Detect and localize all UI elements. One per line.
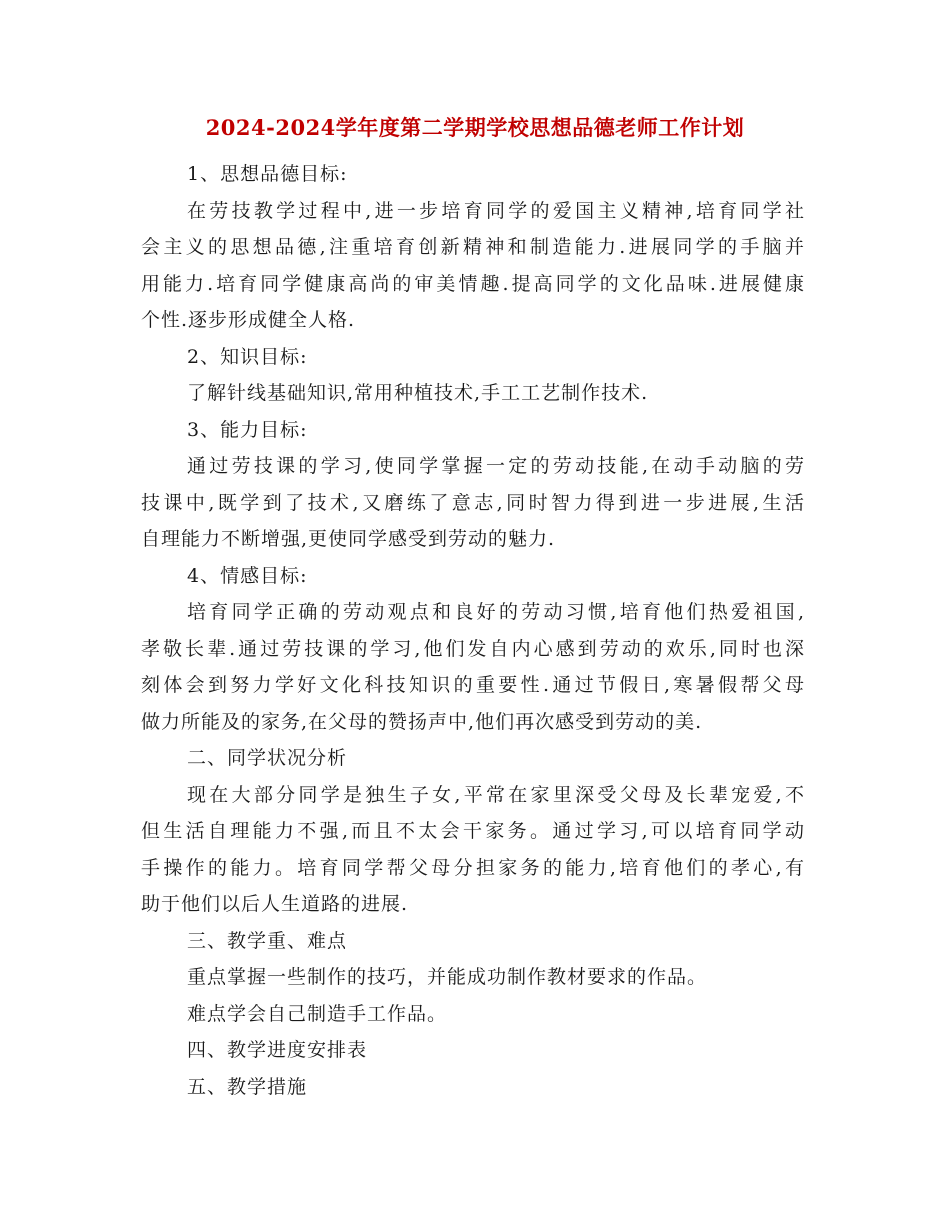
text-line: 了解针线基础知识,常用种植技术,手工工艺制作技术. (187, 382, 649, 404)
text-line: 在劳技教学过程中,进一步培育同学的爱国主义精神,培育同学社 (187, 199, 805, 222)
text-line: 培育同学正确的劳动观点和良好的劳动习惯,培育他们热爱祖国, (187, 601, 805, 623)
text-line: 个性.逐步形成健全人格. (141, 309, 356, 331)
document-body (141, 156, 805, 1105)
text-line: 助于他们以后人生道路的进展. (141, 893, 409, 915)
text-line: 做力所能及的家务,在父母的赞扬声中,他们再次感受到劳动的美. (141, 710, 703, 733)
text-line: 通过劳技课的学习,使同学掌握一定的劳动技能,在动手动脑的劳 (187, 455, 805, 477)
text-line: 用能力.培育同学健康高尚的审美情趣.提高同学的文化品味.进展健康 (141, 272, 805, 295)
text-line: 但生活自理能力不强,而且不太会干家务。通过学习,可以培育同学动 (141, 820, 805, 842)
text-line: 会主义的思想品德,注重培育创新精神和制造能力.进展同学的手脑并 (141, 236, 805, 258)
text-line: 手操作的能力。培育同学帮父母分担家务的能力,培育他们的孝心,有 (141, 856, 805, 879)
text-line: 难点学会自己制造手工作品。 (187, 1002, 448, 1025)
text-line: 4、情感目标: (187, 564, 308, 587)
text-line: 刻体会到努力学好文化科技知识的重要性.通过节假日,寒暑假帮父母 (141, 674, 805, 696)
text-line: 孝敬长辈.通过劳技课的学习,他们发自内心感到劳动的欢乐,同时也深 (141, 637, 805, 660)
text-line: 1、思想品德目标: (187, 163, 348, 185)
text-line: 二、同学状况分析 (187, 747, 348, 769)
text-line: 四、教学进度安排表 (187, 1039, 368, 1061)
text-line: 3、能力目标: (187, 418, 308, 441)
text-line: 五、教学措施 (187, 1075, 308, 1098)
document-title: 2024-2024学年度第二学期学校思想品德老师工作计划 (205, 115, 745, 140)
text-line: 2、知识目标: (187, 345, 308, 368)
text-line: 现在大部分同学是独生子女,平常在家里深受父母及长辈宠爱,不 (187, 783, 805, 806)
text-line: 自理能力不断增强,更使同学感受到劳动的魅力. (141, 528, 556, 550)
text-line: 三、教学重、难点 (187, 929, 348, 952)
text-line: 技课中,既学到了技术,又磨练了意志,同时智力得到进一步进展,生活 (141, 491, 805, 514)
text-line: 重点掌握一些制作的技巧，并能成功制作教材要求的作品。 (187, 966, 708, 988)
